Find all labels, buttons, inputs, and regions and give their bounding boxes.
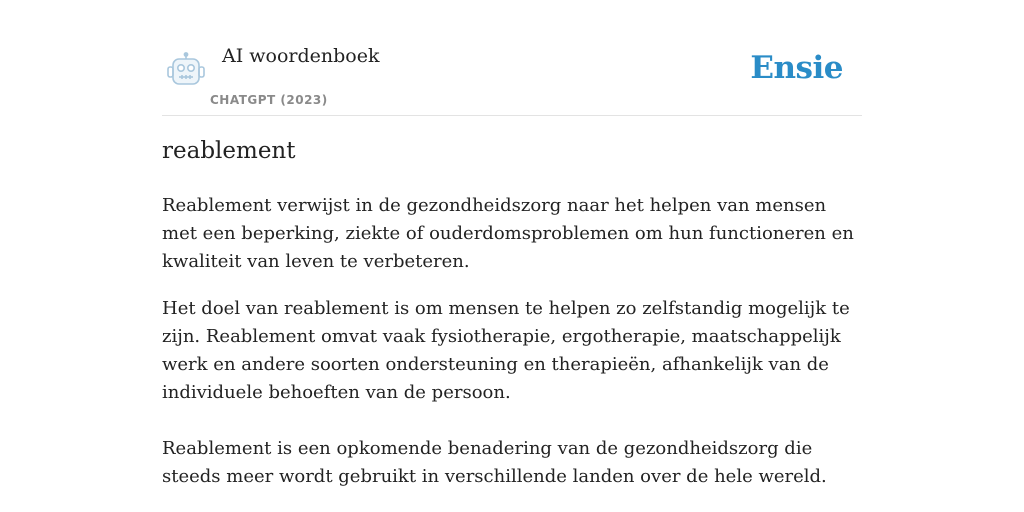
robot-icon bbox=[166, 52, 206, 88]
source-header bbox=[162, 40, 862, 116]
definition-paragraph-1: Reablement verwijst in de gezondheidszorg naar het helpen van mensen met een beperking, ziekte of ouderdomsproblemen om hun functioneren en kwaliteit van leven te verbeteren. bbox=[162, 195, 854, 272]
entry-definition bbox=[162, 192, 862, 491]
entry-term: reablement bbox=[162, 138, 296, 164]
definition-paragraph-2: Het doel van reablement is om mensen te helpen zo zelfstandig mogelijk te zijn. Reablement omvat vaak fysiotherapie, ergotherapie, maatschappelijk werk en andere soorten ondersteuning en therapieën, afhankelijk van de individuele behoeften van de persoon. bbox=[162, 298, 850, 403]
source-title[interactable]: AI woordenboek bbox=[222, 45, 380, 67]
definition-paragraph-3: Reablement is een opkomende benadering van de gezondheidszorg die steeds meer wordt gebruikt in verschillende landen over de hele wereld. bbox=[162, 438, 827, 487]
ensie-logo[interactable]: Ensie bbox=[750, 50, 843, 86]
source-subtitle: CHATGPT (2023) bbox=[210, 93, 328, 107]
